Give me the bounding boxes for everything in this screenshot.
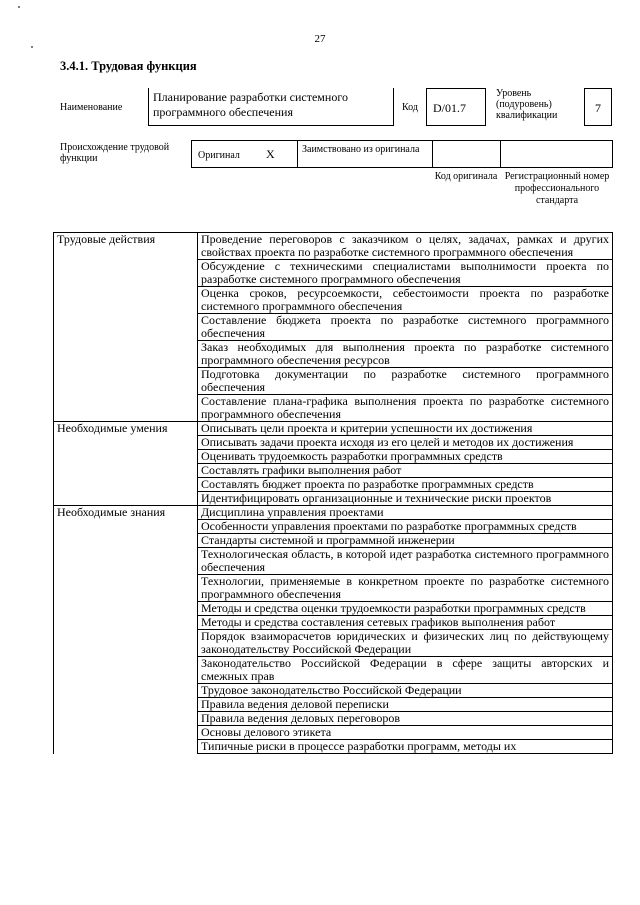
table-cell-item: Описывать цели проекта и критерии успешности их достижения <box>198 422 613 436</box>
table-row <box>54 534 613 548</box>
category-label: Необходимые умения <box>54 422 198 436</box>
table-cell-item: Правила ведения деловой переписки <box>198 698 613 712</box>
category-cell <box>54 341 198 368</box>
table-row <box>54 314 613 341</box>
table-cell-item: Проведение переговоров с заказчиком о целях, задачах, рамках и других свойствах проекта по разработке системного программного обеспечения <box>198 233 613 260</box>
category-cell <box>54 287 198 314</box>
name-value-box <box>148 88 394 126</box>
table-row <box>54 492 613 506</box>
table-cell-item: Типичные риски в процессе разработки программ, методы их <box>198 740 613 754</box>
category-cell <box>54 534 198 548</box>
scan-speck <box>31 46 33 48</box>
table-row <box>54 698 613 712</box>
table-row <box>54 506 613 520</box>
level-label: Уровень (подуровень) квалификации <box>496 88 558 121</box>
table-cell-item: Обсуждение с техническими специалистами выполнимости проекта по разработке системного программного обеспечения <box>198 260 613 287</box>
level-value: 7 <box>595 101 601 115</box>
category-cell <box>54 520 198 534</box>
scan-speck <box>18 6 20 8</box>
table-row <box>54 602 613 616</box>
code-value: D/01.7 <box>433 101 466 115</box>
page-number: 27 <box>314 33 326 45</box>
category-cell <box>54 436 198 450</box>
category-cell <box>54 684 198 698</box>
table-cell-item: Составлять графики выполнения работ <box>198 464 613 478</box>
category-cell <box>54 464 198 478</box>
table-row <box>54 233 613 260</box>
table-cell-item: Методы и средства составления сетевых графиков выполнения работ <box>198 616 613 630</box>
category-cell <box>54 314 198 341</box>
table-cell-item: Подготовка документации по разработке системного программного обеспечения <box>198 368 613 395</box>
code-original-caption: Код оригинала <box>434 171 498 182</box>
original-mark: X <box>266 147 275 161</box>
table-row <box>54 450 613 464</box>
category-cell <box>54 575 198 602</box>
category-cell <box>54 368 198 395</box>
level-value-box <box>584 88 612 126</box>
table-cell-item: Составление бюджета проекта по разработке системного программного обеспечения <box>198 314 613 341</box>
table-cell-item: Составление плана-графика выполнения проекта по разработке системного программного обеспечения <box>198 395 613 422</box>
table-cell-item: Идентифицировать организационные и технические риски проектов <box>198 492 613 506</box>
table-row <box>54 684 613 698</box>
table-cell-item: Особенности управления проектами по разработке программных средств <box>198 520 613 534</box>
table-row <box>54 520 613 534</box>
category-cell <box>54 450 198 464</box>
work-function-table <box>53 232 613 754</box>
origin-table <box>191 140 613 168</box>
category-label: Необходимые знания <box>54 506 198 520</box>
table-row <box>54 548 613 575</box>
category-cell <box>54 657 198 684</box>
category-cell <box>54 395 198 422</box>
table-cell-item: Законодательство Российской Федерации в сфере защиты авторских и смежных прав <box>198 657 613 684</box>
name-value: Планирование разработки системного программного обеспечения <box>153 90 348 119</box>
table-cell-item: Порядок взаиморасчетов юридических и физических лиц по действующему законодательству Российской Федерации <box>198 630 613 657</box>
category-cell <box>54 548 198 575</box>
section-title: 3.4.1. Трудовая функция <box>60 59 197 73</box>
table-cell-item: Стандарты системной и программной инженерии <box>198 534 613 548</box>
table-cell-item: Оценивать трудоемкость разработки программных средств <box>198 450 613 464</box>
category-cell <box>54 492 198 506</box>
table-row <box>54 740 613 754</box>
table-cell-item: Технологическая область, в которой идет разработка системного программного обеспечения <box>198 548 613 575</box>
table-row <box>54 422 613 436</box>
table-cell-item: Правила ведения деловых переговоров <box>198 712 613 726</box>
table-row <box>54 260 613 287</box>
code-label: Код <box>402 102 418 113</box>
category-cell <box>54 698 198 712</box>
category-cell <box>54 602 198 616</box>
table-row <box>54 287 613 314</box>
table-cell-item: Основы делового этикета <box>198 726 613 740</box>
category-cell <box>54 616 198 630</box>
table-row <box>54 395 613 422</box>
table-row <box>54 726 613 740</box>
table-cell-item: Дисциплина управления проектами <box>198 506 613 520</box>
table-cell-item: Технологии, применяемые в конкретном проекте по разработке системного программного обеспечения <box>198 575 613 602</box>
table-row <box>54 478 613 492</box>
name-label: Наименование <box>60 102 123 113</box>
origin-label: Происхождение трудовой функции <box>60 142 170 164</box>
table-row <box>54 616 613 630</box>
code-value-box <box>426 88 486 126</box>
category-cell <box>54 478 198 492</box>
table-cell-item: Методы и средства оценки трудоемкости разработки программных средств <box>198 602 613 616</box>
category-cell <box>54 260 198 287</box>
table-row <box>54 436 613 450</box>
original-label: Оригинал <box>198 150 240 161</box>
table-row <box>54 368 613 395</box>
table-cell-item: Составлять бюджет проекта по разработке программных средств <box>198 478 613 492</box>
table-cell-item: Заказ необходимых для выполнения проекта по разработке системного программного обеспечения ресурсов <box>198 341 613 368</box>
table-row <box>54 464 613 478</box>
table-row <box>54 575 613 602</box>
category-cell <box>54 726 198 740</box>
table-cell-item: Описывать задачи проекта исходя из его целей и методов их достижения <box>198 436 613 450</box>
borrowed-label: Заимствовано из оригинала <box>302 144 420 155</box>
reg-number-caption: Регистрационный номер профессионального стандарта <box>504 171 610 206</box>
category-cell <box>54 630 198 657</box>
table-row <box>54 630 613 657</box>
table-row <box>54 341 613 368</box>
table-cell-item: Трудовое законодательство Российской Федерации <box>198 684 613 698</box>
table-cell-item: Оценка сроков, ресурсоемкости, себестоимости проекта по разработке системного программного обеспечения <box>198 287 613 314</box>
table-row <box>54 712 613 726</box>
category-cell <box>54 740 198 754</box>
category-label: Трудовые действия <box>54 233 198 260</box>
table-row <box>54 657 613 684</box>
category-cell <box>54 712 198 726</box>
